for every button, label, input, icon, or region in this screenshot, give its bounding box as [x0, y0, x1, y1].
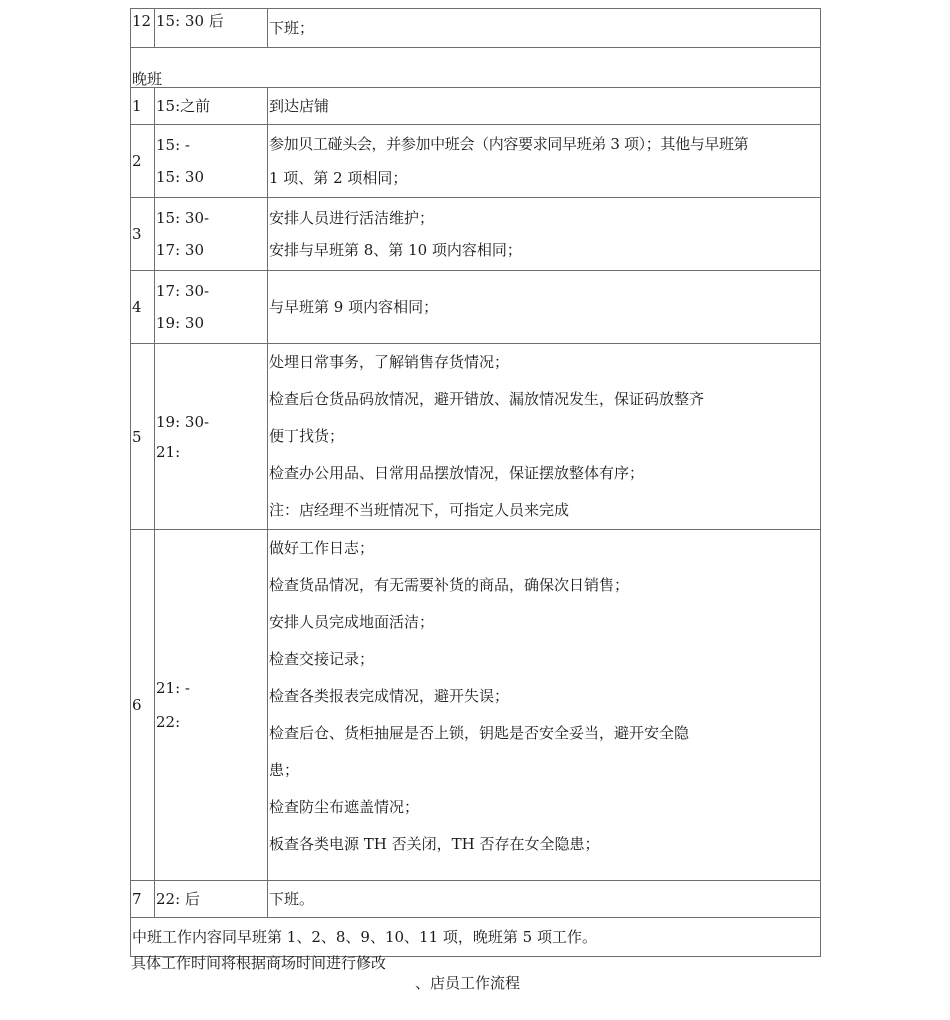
- table-row: [131, 125, 821, 198]
- table-row: [131, 881, 821, 918]
- row-time: [155, 881, 268, 918]
- time-line: 17: 30-: [156, 282, 210, 300]
- table-row: [131, 9, 821, 48]
- table-row: [131, 344, 821, 530]
- row-time: [155, 198, 268, 271]
- section-row: [131, 48, 821, 88]
- row-time: [155, 271, 268, 344]
- time-line: 22: 后: [156, 890, 200, 908]
- task-line: 检查交接记录；: [269, 650, 375, 668]
- task-line: 做好工作日志；: [269, 539, 375, 557]
- row-number: 6: [131, 530, 155, 881]
- time-line: 15: 30: [156, 168, 204, 186]
- row-task: [268, 125, 821, 198]
- summary-text: 中班工作内容同早班第 1、2、8、9、10、11 项，晚班第 5 项工作。: [131, 918, 821, 957]
- row-number: 5: [131, 344, 155, 530]
- schedule-table-wrapper: [130, 8, 817, 957]
- task-line: 检查各类报表完成情况，避开失误；: [269, 687, 510, 705]
- row-number: 4: [131, 271, 155, 344]
- row-time: [155, 88, 268, 125]
- row-task: [268, 530, 821, 881]
- row-task: 下班；: [268, 9, 821, 48]
- evening-shift-table: [130, 8, 821, 957]
- task-line: 到达店铺: [269, 97, 330, 115]
- time-line: 17: 30: [156, 241, 204, 259]
- task-line: 板查各类电源 TH 否关闭，TH 否存在女全隐患；: [269, 835, 600, 853]
- task-line: 患；: [269, 761, 300, 779]
- row-time: [155, 530, 268, 881]
- row-task: [268, 344, 821, 530]
- time-line: 15: 30-: [156, 209, 210, 227]
- time-line: 15:之前: [156, 97, 211, 115]
- time-line: 21:: [156, 442, 181, 461]
- note-text: 具体工作时间将根据商场时间进行修改: [131, 954, 387, 972]
- time-line: 15: -: [156, 136, 190, 154]
- time-line: 21: -: [156, 679, 190, 697]
- task-line: 检查后仓、货柜抽屉是否上锁，钥匙是否安全妥当，避开安全隐: [269, 724, 690, 742]
- task-line: 检查货品情况，有无需要补货的商品，确保次日销售；: [269, 576, 630, 594]
- task-line: 检查防尘布遮盖情况；: [269, 798, 420, 816]
- summary-row: [131, 918, 821, 957]
- row-task: [268, 271, 821, 344]
- task-line: 1 项、第 2 项相同；: [269, 169, 408, 187]
- task-line: 安排与早班第 8、第 10 项内容相同；: [269, 241, 522, 259]
- task-line: 安排人员进行活洁维护；: [269, 209, 435, 227]
- row-time: [155, 125, 268, 198]
- task-line: 与早班第 9 项内容相同；: [269, 298, 439, 316]
- time-line: 19: 30: [156, 314, 204, 332]
- section-title: 晚班: [131, 48, 821, 88]
- row-number: 7: [131, 881, 155, 918]
- task-line: 下班。: [269, 890, 315, 908]
- time-line: 19: 30-: [156, 412, 210, 431]
- table-row: [131, 88, 821, 125]
- task-line: 注：店经理不当班情况下，可指定人员来完成: [269, 501, 570, 519]
- row-time: 15: 30 后: [155, 9, 268, 48]
- task-line: 参加贝工碰头会，并参加中班会（内容要求同早班弟 3 项）；其他与早班第: [269, 135, 749, 153]
- row-task: [268, 198, 821, 271]
- row-number: 1: [131, 88, 155, 125]
- row-number: 3: [131, 198, 155, 271]
- row-time: [155, 344, 268, 530]
- table-row: [131, 271, 821, 344]
- row-task: [268, 881, 821, 918]
- next-section-heading: 、店员工作流程: [415, 974, 521, 992]
- table-row: [131, 198, 821, 271]
- row-task: [268, 88, 821, 125]
- row-number: 12: [131, 9, 155, 48]
- table-row: [131, 530, 821, 881]
- time-line: 22:: [156, 713, 181, 731]
- row-number: 2: [131, 125, 155, 198]
- task-line: 检查办公用品、日常用品摆放情况，保证摆放整体有序；: [269, 464, 645, 482]
- task-line: 处埋日常事务，了解销售存货情况；: [269, 353, 510, 371]
- task-line: 安排人员完成地面活洁；: [269, 613, 435, 631]
- task-line: 检查后仓货品码放情况，避开错放、漏放情况发生，保证码放整齐: [269, 390, 705, 408]
- task-line: 便丁找货；: [269, 427, 345, 445]
